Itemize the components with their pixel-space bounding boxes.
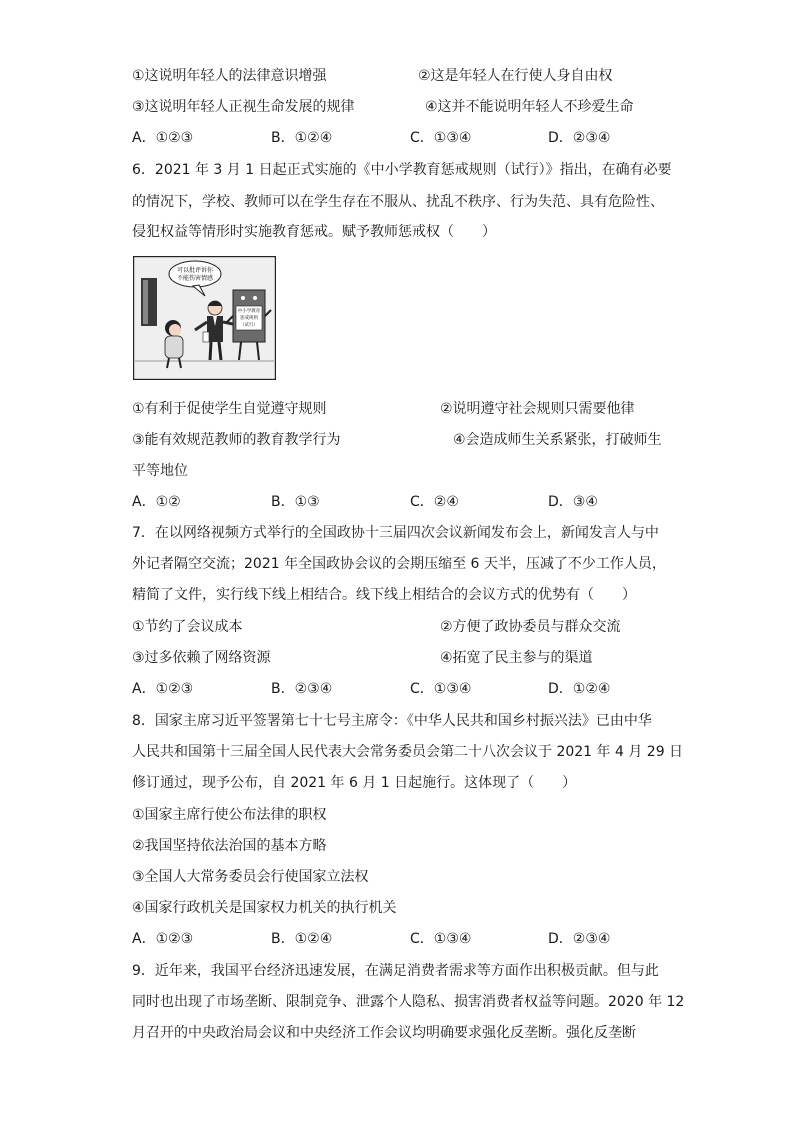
- q5-choice-d: D．②③④: [548, 130, 611, 146]
- q8-choice-d: D．②③④: [548, 931, 611, 947]
- svg-text:惩戒规则: 惩戒规则: [240, 316, 258, 321]
- svg-text:（试行）: （试行）: [240, 323, 258, 328]
- q5-option-3: ③这说明年轻人正视生命发展的规律: [132, 99, 355, 115]
- q7-choice-c: C．①③④: [410, 681, 472, 697]
- bubble-text-2: 不能伤害情感: [176, 275, 214, 282]
- q6-option-4: ④会造成师生关系紧张，打破师生: [453, 432, 662, 448]
- q8-choice-a: A．①②③: [132, 931, 194, 947]
- q7-choice-a: A．①②③: [132, 681, 194, 697]
- q6-cartoon: [133, 256, 276, 380]
- q8-stem-line-1: 8．国家主席习近平签署第七十七号主席令：《中华人民共和国乡村振兴法》已由中华: [132, 713, 652, 729]
- bubble-text-1: 可以批评诉你: [176, 267, 214, 274]
- q6-choice-b: B．①③: [271, 494, 320, 510]
- q7-option-2: ②方便了政协委员与群众交流: [440, 619, 621, 635]
- q6-choice-a: A．①②: [132, 494, 181, 510]
- svg-text:中小学教育: 中小学教育: [237, 309, 261, 314]
- q6-stem-line-2: 的情况下，学校、教师可以在学生存在不服从、扰乱不秩序、行为失范、具有危险性、: [132, 194, 664, 210]
- q6-option-2: ②说明遵守社会规则只需要他律: [440, 401, 635, 417]
- q8-option-3: ③全国人大常务委员会行使国家立法权: [132, 869, 369, 885]
- q7-option-4: ④拓宽了民主参与的渠道: [440, 650, 593, 666]
- q8-option-1: ①国家主席行使公布法律的职权: [132, 807, 327, 823]
- q8-stem-line-2: 人民共和国第十三届全国人民代表大会常务委员会第二十八次会议于 2021 年 4 月 29 日: [132, 744, 684, 760]
- q9-stem-line-3: 月召开的中央政治局会议和中央经济工作会议均明确要求强化反垄断。强化反垄断: [132, 1025, 636, 1041]
- q7-option-1: ①节约了会议成本: [132, 619, 243, 635]
- q8-option-2: ②我国坚持依法治国的基本方略: [132, 838, 327, 854]
- q6-choice-d: D．③④: [548, 494, 598, 510]
- q7-choice-b: B．②③④: [271, 681, 333, 697]
- q7-choice-d: D．①②④: [548, 681, 611, 697]
- q8-stem-line-3: 修订通过，现予公布，自 2021 年 6 月 1 日起施行。这体现了（ ）: [132, 775, 577, 791]
- q7-option-3: ③过多依赖了网络资源: [132, 650, 271, 666]
- q5-choice-a: A．①②③: [132, 130, 194, 146]
- q6-option-1: ①有利于促使学生自觉遵守规则: [132, 401, 327, 417]
- q6-option-3: ③能有效规范教师的教育教学行为: [132, 432, 341, 448]
- q6-option-4-continued: 平等地位: [132, 463, 188, 479]
- q6-stem-line-1: 6．2021 年 3 月 1 日起正式实施的《中小学教育惩戒规则（试行）》指出，在确有必要: [132, 162, 672, 178]
- q7-stem-line-2: 外记者隔空交流；2021 年全国政协会议的会期压缩至 6 天半，压减了不少工作人员，: [132, 556, 666, 572]
- q6-choice-c: C．②④: [410, 494, 459, 510]
- q9-stem-line-1: 9．近年来，我国平台经济迅速发展，在满足消费者需求等方面作出积极贡献。但与此: [132, 963, 659, 979]
- q7-stem-line-3: 精简了文件，实行线下线上相结合。线下线上相结合的会议方式的优势有（ ）: [132, 587, 636, 603]
- q5-choice-c: C．①③④: [410, 130, 472, 146]
- q8-choice-c: C．①③④: [410, 931, 472, 947]
- q8-choice-b: B．①②④: [271, 931, 333, 947]
- q7-stem-line-1: 7．在以网络视频方式举行的全国政协十三届四次会议新闻发布会上，新闻发言人与中: [132, 525, 659, 541]
- q5-option-2: ②这是年轻人在行使人身自由权: [418, 68, 613, 84]
- q5-option-1: ①这说明年轻人的法律意识增强: [132, 68, 327, 84]
- q5-option-4: ④这并不能说明年轻人不珍爱生命: [425, 99, 634, 115]
- q6-stem-line-3: 侵犯权益等情形时实施教育惩戒。赋予教师惩戒权（ ）: [132, 224, 496, 240]
- q8-option-4: ④国家行政机关是国家权力机关的执行机关: [132, 900, 397, 916]
- q9-stem-line-2: 同时也出现了市场垄断、限制竞争、泄露个人隐私、损害消费者权益等问题。2020 年 12: [132, 994, 685, 1010]
- q5-choice-b: B．①②④: [271, 130, 333, 146]
